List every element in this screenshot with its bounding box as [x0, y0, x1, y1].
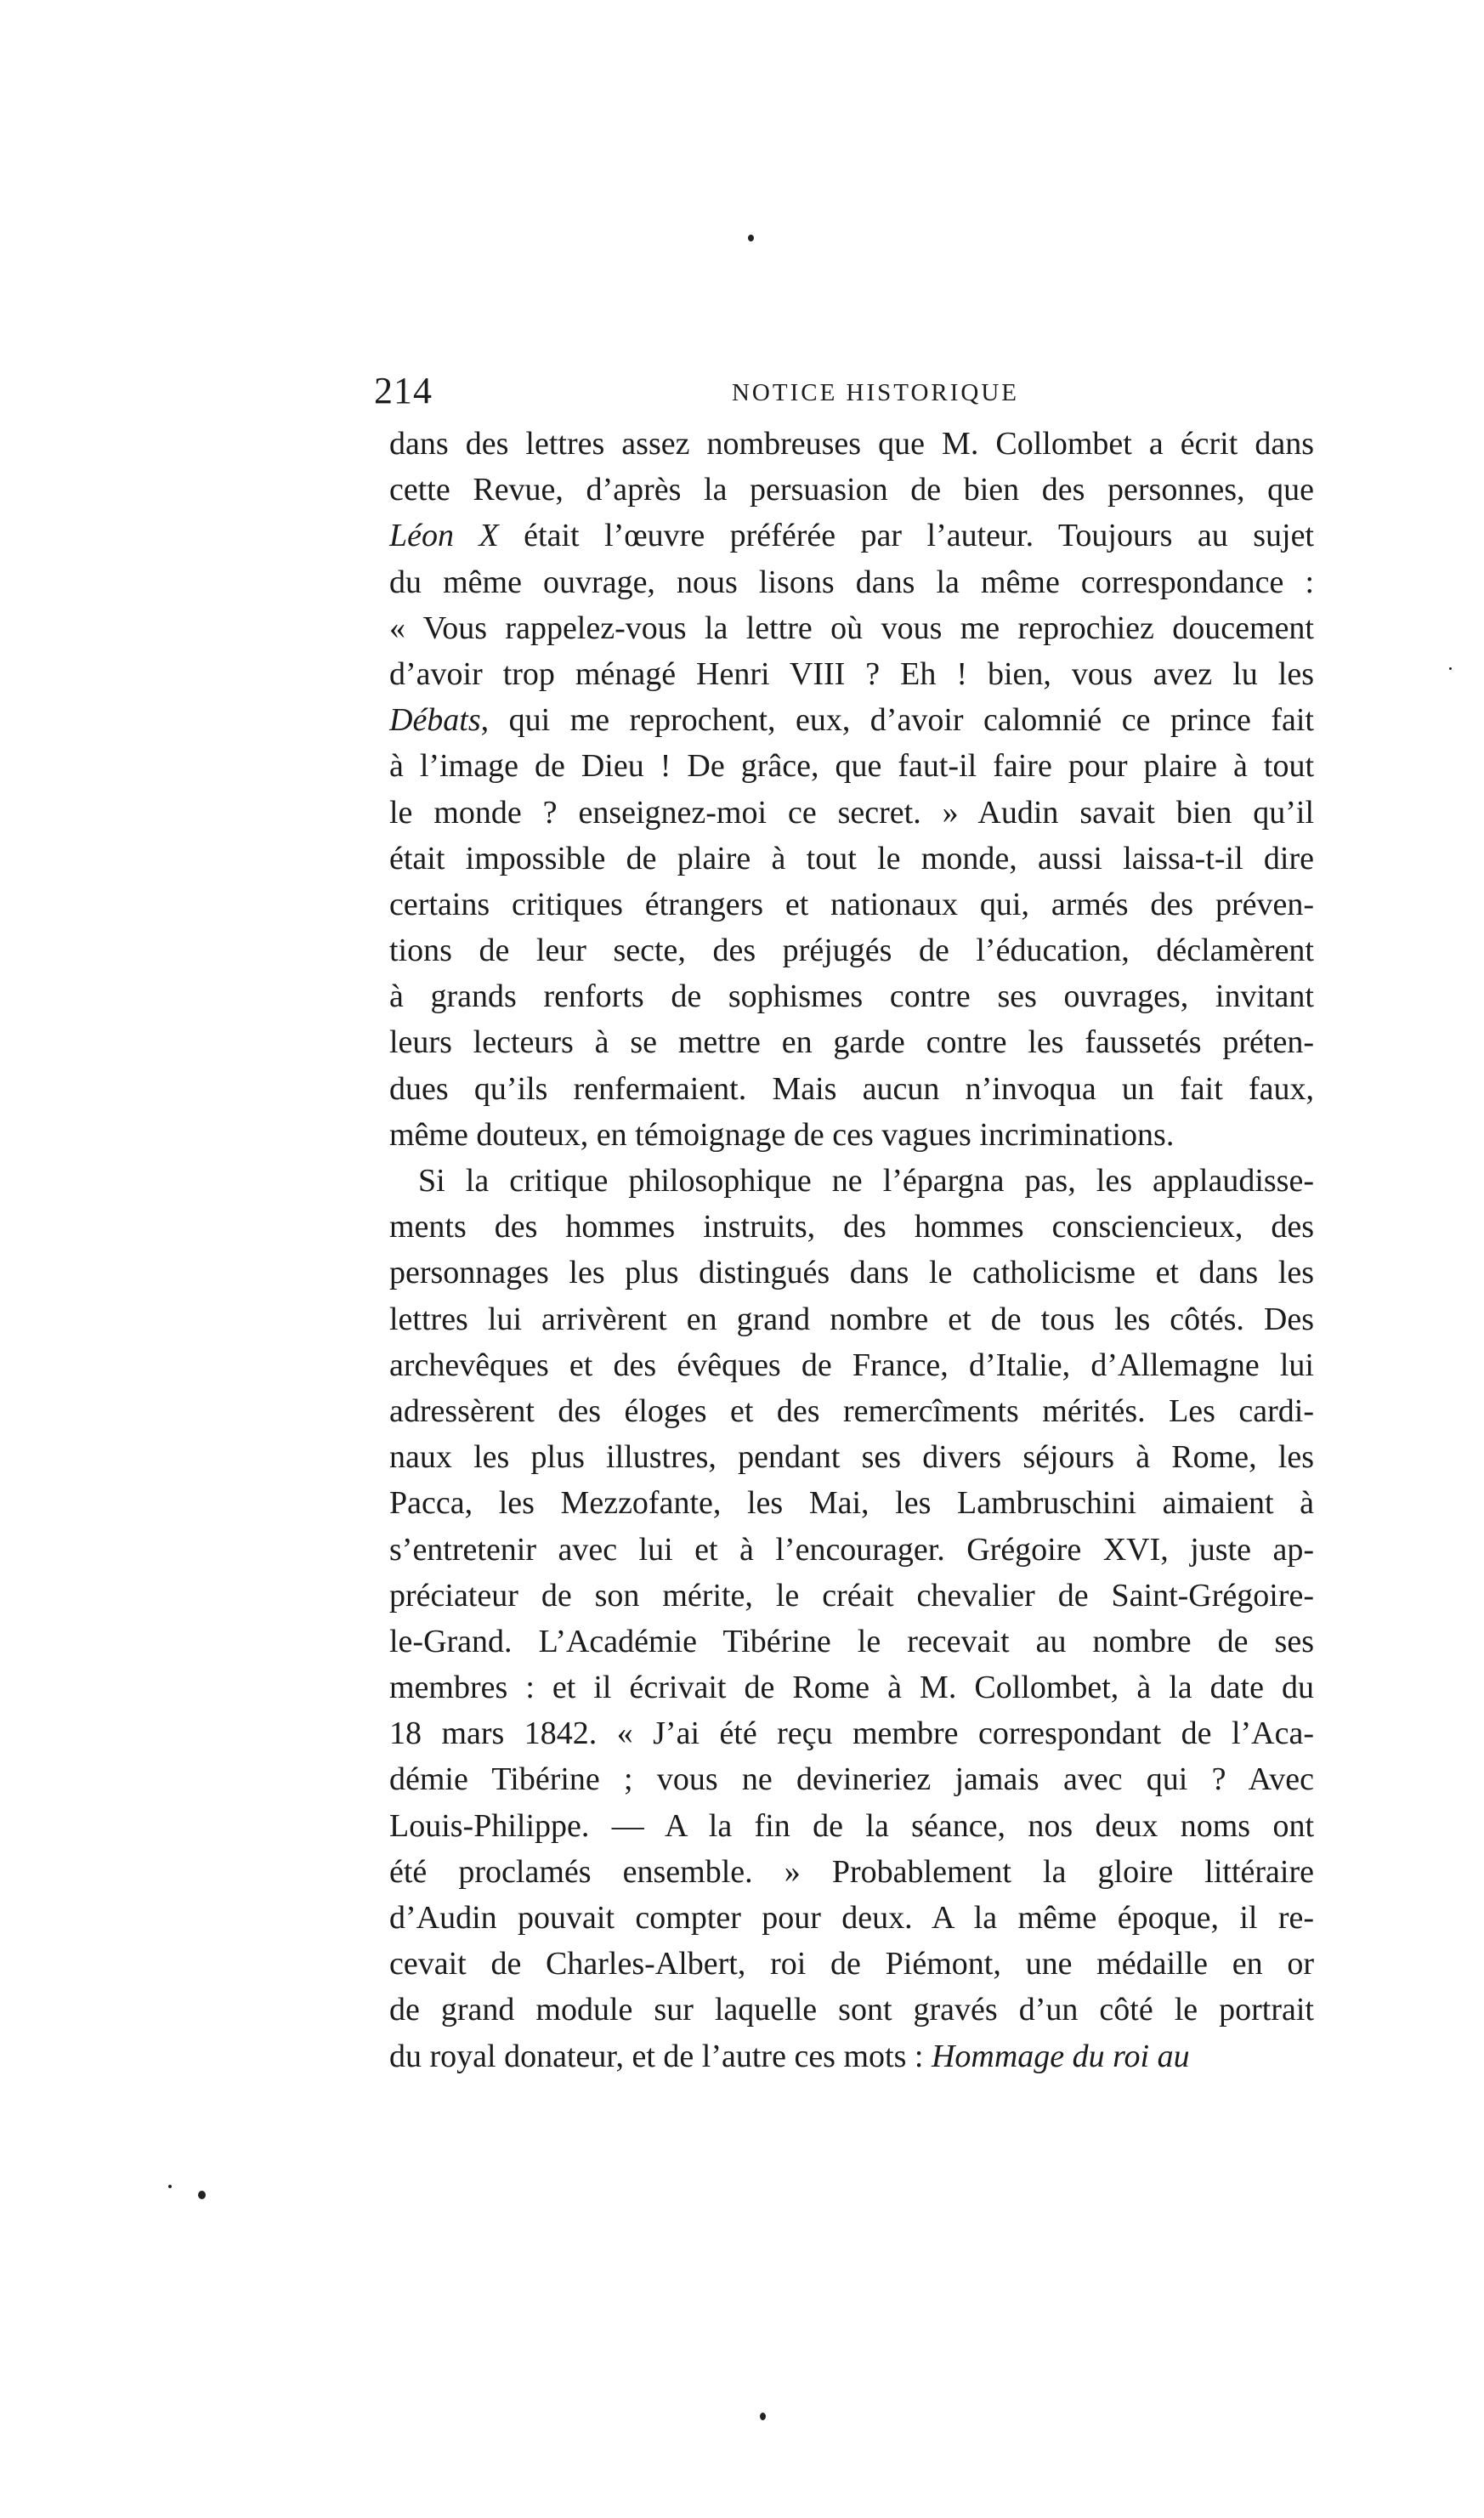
text-line [389, 1710, 1314, 1756]
italic-title: Léon X [389, 518, 499, 554]
scan-speck [748, 235, 754, 241]
text-run: Si la critique philosophique ne l’épargna pas, les applaudisse- [418, 1163, 1314, 1199]
text-line [389, 1987, 1314, 2033]
text-run: cette Revue, d’après la persuasion de bien des personnes, que [389, 472, 1314, 508]
text-line [389, 1112, 1314, 1158]
text-line [389, 1342, 1314, 1388]
text-line [389, 1849, 1314, 1895]
text-line [389, 467, 1314, 513]
text-run: d’Audin pouvait compter pour deux. A la même époque, il re- [389, 1900, 1314, 1936]
text-line [389, 1019, 1314, 1065]
text-line [389, 1756, 1314, 1802]
text-run: certains critiques étrangers et nationaux qui, armés des préven- [389, 886, 1314, 922]
text-line [389, 1803, 1314, 1849]
text-line [389, 559, 1314, 605]
text-line [389, 1480, 1314, 1526]
text-line [389, 1941, 1314, 1987]
text-run: du même ouvrage, nous lisons dans la même correspondance : [389, 564, 1314, 600]
text-run: archevêques et des évêques de France, d’Italie, d’Allemagne lui [389, 1347, 1314, 1383]
text-line [389, 743, 1314, 789]
text-run: , qui me reprochent, eux, d’avoir calomnié ce prince fait [480, 702, 1314, 739]
text-line [389, 1664, 1314, 1710]
page-header [374, 366, 1326, 417]
text-line [389, 1388, 1314, 1434]
text-line [389, 1066, 1314, 1112]
text-line [389, 1619, 1314, 1664]
text-run: Pacca, les Mezzofante, les Mai, les Lambruschini aimaient à [389, 1485, 1314, 1522]
text-line [389, 605, 1314, 651]
text-run: cevait de Charles-Albert, roi de Piémont, une médaille en or [389, 1946, 1314, 1982]
body-text [389, 421, 1314, 2079]
text-run: adressèrent des éloges et des remercîments mérités. Les cardi- [389, 1392, 1314, 1429]
text-run: le-Grand. L’Académie Tibérine le recevait au nombre de ses [389, 1623, 1314, 1659]
text-run: « Vous rappelez-vous la lettre où vous me reprochiez doucement [389, 610, 1314, 646]
text-line [389, 1204, 1314, 1250]
text-run: personnages les plus distingués dans le catholicisme et dans les [389, 1255, 1314, 1291]
text-run: dues qu’ils renfermaient. Mais aucun n’invoqua un fait faux, [389, 1070, 1314, 1107]
text-run: membres : et il écrivait de Rome à M. Collombet, à la date du [389, 1670, 1314, 1706]
text-run: 18 mars 1842. « J’ai été reçu membre correspondant de l’Aca- [389, 1716, 1314, 1752]
text-line [389, 421, 1314, 467]
text-line [389, 1158, 1314, 1204]
text-line [389, 1250, 1314, 1296]
text-line [389, 1434, 1314, 1480]
italic-title: Débats [389, 702, 481, 739]
text-run: leurs lecteurs à se mettre en garde contre les faussetés préten- [389, 1024, 1314, 1061]
scan-speck [1449, 667, 1452, 670]
text-run: à l’image de Dieu ! De grâce, que faut-il faire pour plaire à tout [389, 748, 1314, 785]
scan-speck [760, 2413, 766, 2420]
text-run: du royal donateur, et de l’autre ces mots : [389, 2038, 932, 2074]
text-run: dans des lettres assez nombreuses que M. Collombet a écrit dans [389, 426, 1314, 462]
text-run: tions de leur secte, des préjugés de l’éducation, déclamèrent [389, 933, 1314, 969]
text-line [389, 790, 1314, 836]
text-line [389, 2033, 1314, 2079]
italic-title: Hommage du roi au [931, 2038, 1190, 2074]
text-run: préciateur de son mérite, le créait chevalier de Saint-Grégoire- [389, 1577, 1314, 1613]
text-run: démie Tibérine ; vous ne devineriez jamais avec qui ? Avec [389, 1761, 1314, 1798]
text-run: de grand module sur laquelle sont gravés d’un côté le portrait [389, 1992, 1314, 2028]
text-line [389, 513, 1314, 559]
text-run: même douteux, en témoignage de ces vagues incriminations. [389, 1116, 1175, 1153]
text-line [389, 1895, 1314, 1941]
text-run: s’entretenir avec lui et à l’encourager. Grégoire XVI, juste ap- [389, 1531, 1314, 1568]
text-run: était l’œuvre préférée par l’auteur. Toujours au sujet [498, 518, 1314, 554]
text-line [389, 882, 1314, 927]
page-number: 214 [374, 370, 433, 411]
text-run: le monde ? enseignez-moi ce secret. » Audin savait bien qu’il [389, 794, 1314, 831]
text-line [389, 651, 1314, 697]
scan-speck [198, 2191, 206, 2199]
text-run: lettres lui arrivèrent en grand nombre et de tous les côtés. Des [389, 1301, 1314, 1337]
text-line [389, 1296, 1314, 1342]
text-run: d’avoir trop ménagé Henri VIII ? Eh ! bien, vous avez lu les [389, 655, 1314, 692]
text-run: Louis-Philippe. — A la fin de la séance, nos deux noms ont [389, 1807, 1314, 1844]
text-run: été proclamés ensemble. » Probablement la gloire littéraire [389, 1853, 1314, 1890]
text-run: à grands renforts de sophismes contre ses ouvrages, invitant [389, 978, 1314, 1015]
text-line [389, 1573, 1314, 1619]
text-line [389, 836, 1314, 882]
text-run: était impossible de plaire à tout le monde, aussi laissa-t-il dire [389, 840, 1314, 876]
text-line [389, 697, 1314, 743]
text-run: ments des hommes instruits, des hommes consciencieux, des [389, 1209, 1314, 1245]
text-line [389, 973, 1314, 1019]
scan-speck [168, 2185, 172, 2188]
running-title: NOTICE HISTORIQUE [731, 379, 1020, 406]
text-run: naux les plus illustres, pendant ses divers séjours à Rome, les [389, 1439, 1314, 1476]
text-line [389, 927, 1314, 973]
text-line [389, 1527, 1314, 1573]
